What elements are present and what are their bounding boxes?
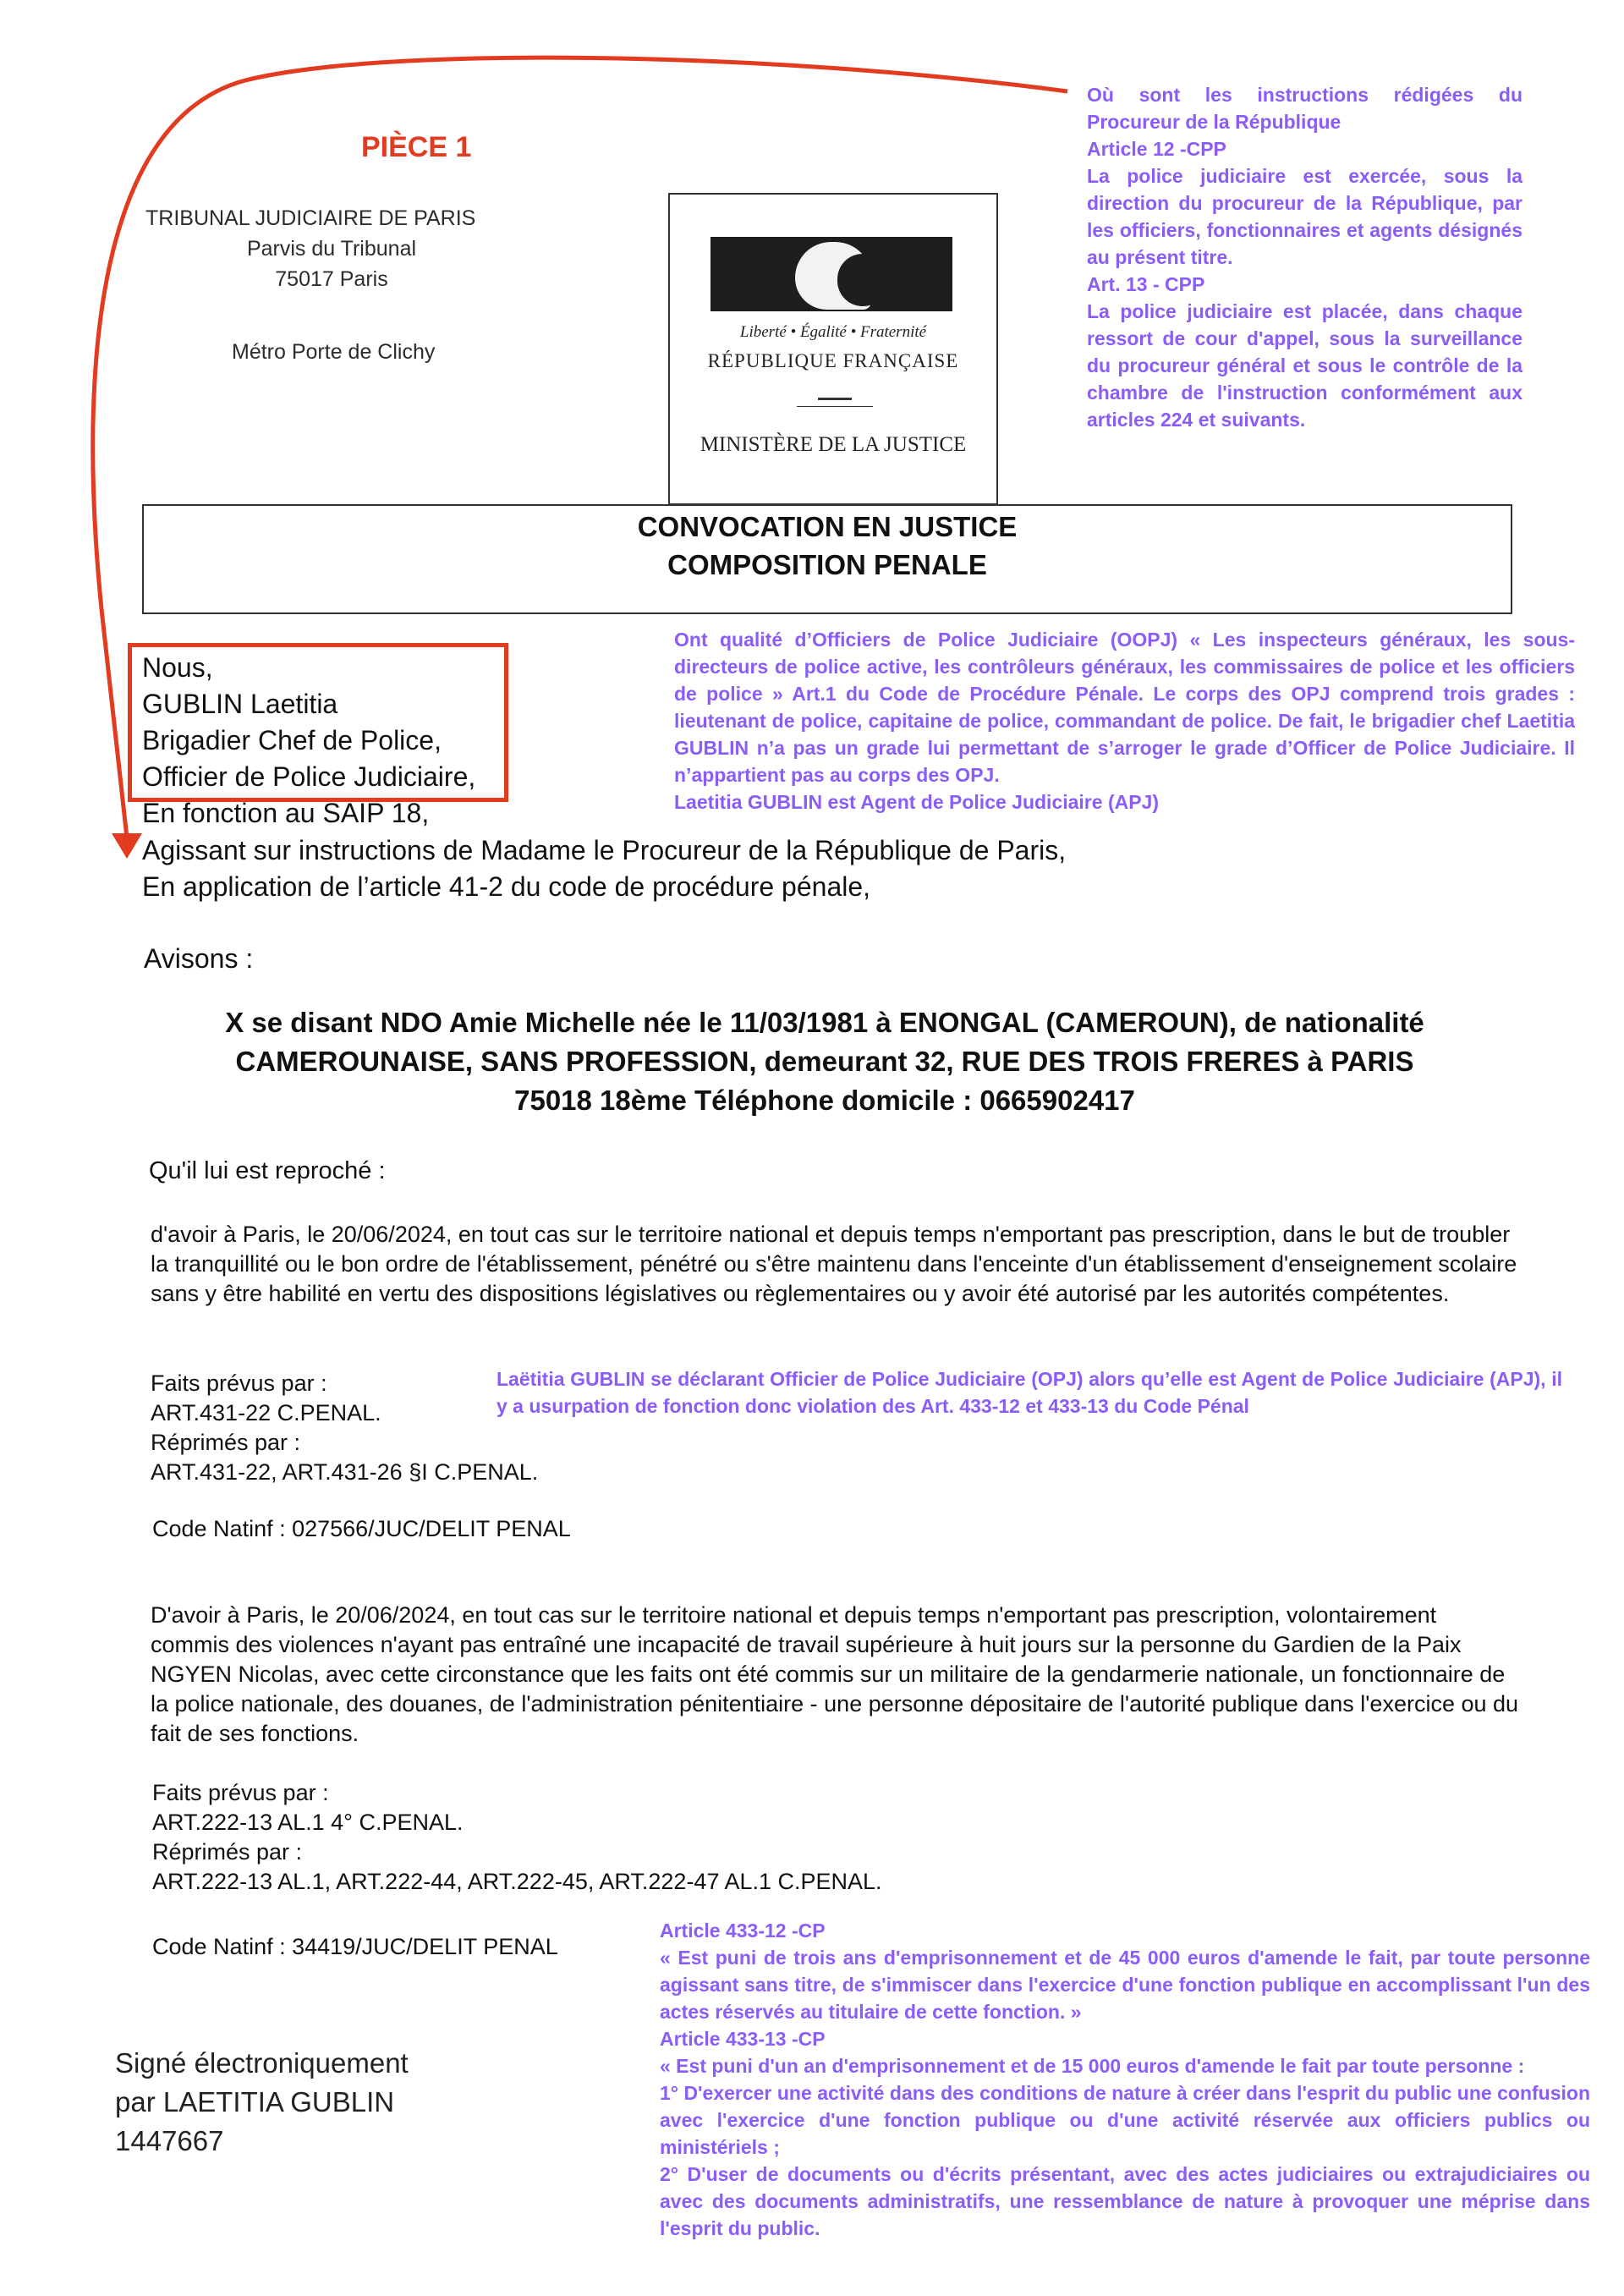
- annotation-articles: [660, 1917, 1590, 2242]
- faits-line: Réprimés par :: [151, 1430, 301, 1455]
- annotation-line: Article 12 -CPP: [1087, 138, 1226, 160]
- faits-line: Faits prévus par :: [152, 1780, 329, 1805]
- signature-line: Signé électroniquement: [115, 2047, 409, 2079]
- signature-line: 1447667: [115, 2125, 224, 2156]
- charge-2-natinf: Code Natinf : 34419/JUC/DELIT PENAL: [152, 1934, 558, 1959]
- person-line: X se disant NDO Amie Michelle née le 11/03/1981 à ENONGAL (CAMEROUN), de nationalité: [225, 1007, 1424, 1038]
- officer-line: GUBLIN Laetitia: [142, 689, 338, 719]
- officer-line: Brigadier Chef de Police,: [142, 725, 442, 755]
- faits-line: Faits prévus par :: [151, 1370, 327, 1396]
- faits-line: ART.431-22 C.PENAL.: [151, 1400, 381, 1425]
- annotation-line: La police judiciaire est exercée, sous la direction du procureur de la République, par les officiers, fonctionnaires et agents désignés au présent titre.: [1087, 165, 1522, 268]
- tribunal-city: 75017 Paris: [275, 267, 388, 291]
- annotation-line: Article 433-12 -CP: [660, 1920, 826, 1942]
- electronic-signature: [115, 2044, 409, 2161]
- logo-republique: RÉPUBLIQUE FRANÇAISE: [707, 350, 959, 371]
- annotation-line: Ont qualité d’Officiers de Police Judiciaire (OOPJ) « Les inspecteurs généraux, les sous-directeurs de police active, les contrôleurs généraux, les commissaires de police et les officiers de police » Art.1 du Code de Procédure Pénale. Le corps des OPJ comprend trois grades : lieutenant de police, capitaine de police, commandant de police. De fait, le brigadier chef Laetitia GUBLIN n’a pas un grade lui permettant de s’arroger le grade d’Officer de Police Judiciaire. Il n’appartient pas au corps des OPJ.: [674, 629, 1575, 786]
- charge-1-faits: [151, 1369, 538, 1487]
- annotation-line: 2° D'user de documents ou d'écrits présentant, avec des actes judiciaires ou extrajudiciaires ou avec des documents administratifs, une ressemblance de nature à provoquer une méprise dans l'esprit du public.: [660, 2163, 1590, 2239]
- tribunal-address: [145, 203, 518, 294]
- person-line: 75018 18ème Téléphone domicile : 0665902417: [514, 1085, 1135, 1116]
- officer-line: Nous,: [142, 652, 213, 683]
- annotation-line: 1° D'exercer une activité dans des conditions de nature à créer dans l'esprit du public une confusion avec l'exercice d'une fonction publique ou d'une activité réservée aux officiers publics ou ministériels ;: [660, 2082, 1590, 2158]
- faits-line: Réprimés par :: [152, 1839, 303, 1865]
- faits-line: ART.222-13 AL.1, ART.222-44, ART.222-45, ART.222-47 AL.1 C.PENAL.: [152, 1869, 882, 1894]
- metro-line: Métro Porte de Clichy: [232, 340, 436, 364]
- ministry-logo: [668, 193, 998, 505]
- tribunal-name: TRIBUNAL JUDICIAIRE DE PARIS: [145, 206, 476, 230]
- person-line: CAMEROUNAISE, SANS PROFESSION, demeurant 32, RUE DES TROIS FRERES à PARIS: [235, 1046, 1414, 1077]
- person-identity: [135, 1003, 1514, 1120]
- logo-ministere: MINISTÈRE DE LA JUSTICE: [700, 433, 967, 456]
- annotation-line: « Est puni de trois ans d'emprisonnement et de 45 000 euros d'amende le fait, par toute personne agissant sans titre, de s'immiscer dans l'exercice d'une fonction publique en accomplissant l'un des actes réservés au titulaire de cette fonction. »: [660, 1947, 1590, 2023]
- annotation-line: Laetitia GUBLIN est Agent de Police Judiciaire (APJ): [674, 791, 1160, 813]
- annotation-line: « Est puni d'un an d'emprisonnement et de 15 000 euros d'amende le fait par toute personne :: [660, 2055, 1525, 2077]
- faits-line: ART.431-22, ART.431-26 §I C.PENAL.: [151, 1459, 539, 1485]
- marianne-emblem: [710, 237, 952, 311]
- document-title: CONVOCATION EN JUSTICE: [637, 511, 1018, 542]
- charge-2-faits: [152, 1778, 882, 1897]
- annotation-opj: [674, 626, 1575, 816]
- charge-1-natinf: Code Natinf : 027566/JUC/DELIT PENAL: [152, 1516, 571, 1541]
- annotation-line: Article 433-13 -CP: [660, 2028, 826, 2050]
- tribunal-street: Parvis du Tribunal: [246, 237, 417, 261]
- annotation-line: Où sont les instructions rédigées du Procureur de la République: [1087, 84, 1522, 133]
- charge-2-text: D'avoir à Paris, le 20/06/2024, en tout cas sur le territoire national et depuis temps n'emportant pas prescription, volontairement commis des violences n'ayant pas entraîné une incapacité de travail supérieure à huit jours sur la personne du Gardien de la Paix NGYEN Nicolas, avec cette circonstance que les faits ont été commis sur un militaire de la gendarmerie nationale, un fonctionnaire de la police nationale, des douanes, de l'administration pénitentiaire - une personne dépositaire de l'autorité publique dans l'exercice ou du fait de ses fonctions.: [151, 1602, 1519, 1746]
- officer-block: [142, 650, 475, 832]
- avisons-label: Avisons :: [144, 943, 254, 974]
- document-subtitle: COMPOSITION PENALE: [667, 549, 987, 580]
- annotation-line: La police judiciaire est placée, dans chaque ressort de cour d'appel, sous la surveillance du procureur général et sous le contrôle de la chambre de l'instruction conformément aux articles 224 et suivants.: [1087, 300, 1522, 431]
- charge-1-text: d'avoir à Paris, le 20/06/2024, en tout cas sur le territoire national et depuis temps n'emportant pas prescription, dans le but de troubler la tranquillité ou le bon ordre de l'établissement, pénétré ou s'être maintenu dans l'enceinte d'un établissement d'enseignement scolaire sans y être habilité en vertu des dispositions législatives ou règlementaires ou y avoir été autorisé par les autorités compétentes.: [151, 1222, 1517, 1306]
- officer-line: Officier de Police Judiciaire,: [142, 761, 476, 792]
- logo-motto: Liberté • Égalité • Fraternité: [739, 323, 927, 341]
- annotation-usurpation: Laëtitia GUBLIN se déclarant Officier de Police Judiciaire (OPJ) alors qu’elle est Agent de Police Judiciaire (APJ), il y a usurpation de fonction donc violation des Art. 433-12 et 433-13 du Code Pénal: [497, 1368, 1562, 1417]
- instructions-block: [142, 832, 1066, 905]
- officer-line: En fonction au SAIP 18,: [142, 798, 430, 828]
- faits-line: ART.222-13 AL.1 4° C.PENAL.: [152, 1810, 464, 1835]
- instruction-line: Agissant sur instructions de Madame le Procureur de la République de Paris,: [142, 835, 1067, 865]
- signature-line: par LAETITIA GUBLIN: [115, 2086, 395, 2117]
- piece-label: PIÈCE 1: [361, 131, 472, 163]
- annotation-line: Art. 13 - CPP: [1087, 273, 1205, 295]
- annotation-top-right: [1087, 81, 1522, 433]
- reproche-label: Qu'il lui est reproché :: [149, 1157, 386, 1184]
- document-title-box: [142, 504, 1512, 614]
- instruction-line: En application de l’article 41-2 du code de procédure pénale,: [142, 871, 871, 902]
